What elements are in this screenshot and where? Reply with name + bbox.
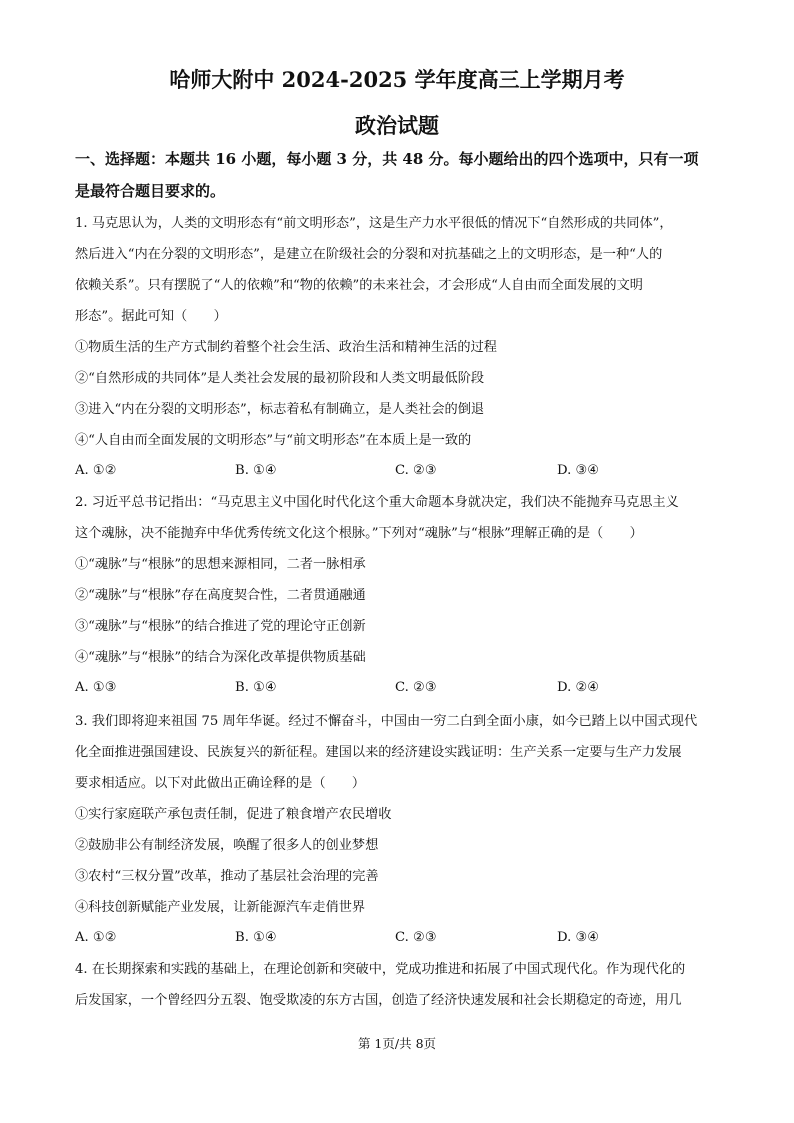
- q3-option-b[interactable]: B. ①④: [235, 930, 277, 945]
- q3-options: [75, 930, 725, 948]
- q2-option-b[interactable]: B. ①④: [235, 680, 277, 695]
- q1-options: [75, 463, 725, 481]
- q1-statement-3: ③进入“内在分裂的文明形态”，标志着私有制确立，是人类社会的倒退: [75, 402, 485, 417]
- q1-option-d[interactable]: D. ③④: [557, 463, 600, 478]
- section-heading-line-2: 是最符合题目要求的。: [75, 182, 226, 200]
- q3-statement-3: ③农村“三权分置”改革，推动了基层社会治理的完善: [75, 869, 379, 884]
- q2-statement-3: ③“魂脉”与“根脉”的结合推进了党的理论守正创新: [75, 619, 366, 634]
- q3-statement-4: ④科技创新赋能产业发展，让新能源汽车走俏世界: [75, 900, 366, 915]
- q3-stem-line-1: 3. 我们即将迎来祖国 75 周年华诞。经过不懈奋斗，中国由一穷二白到全面小康，如今已踏上以中国式现代: [75, 714, 698, 729]
- document-title: 哈师大附中 2024-2025 学年度高三上学期月考: [169, 67, 625, 92]
- q3-option-c[interactable]: C. ②③: [395, 930, 437, 945]
- q2-statement-4: ④“魂脉”与“根脉”的结合为深化改革提供物质基础: [75, 650, 366, 665]
- q1-statement-1: ①物质生活的生产方式制约着整个社会生活、政治生活和精神生活的过程: [75, 340, 497, 355]
- q2-stem-line-1: 2. 习近平总书记指出：“马克思主义中国化时代化这个重大命题本身就决定，我们决不能抛弃马克思主义: [75, 495, 679, 510]
- q4-stem-line-2: 后发国家，一个曾经四分五裂、饱受欺凌的东方古国，创造了经济快速发展和社会长期稳定的奇迹，用几: [75, 993, 682, 1008]
- q3-option-d[interactable]: D. ③④: [557, 930, 600, 945]
- q1-stem-line-3: 依赖关系”。只有摆脱了“人的依赖”和“物的依赖”的未来社会，才会形成“人自由而全面发展的文明: [75, 278, 643, 293]
- q1-stem-line-4: 形态”。据此可知（ ）: [75, 309, 227, 324]
- q1-stem-line-1: 1. 马克思认为，人类的文明形态有“前文明形态”，这是生产力水平很低的情况下“自然形成的共同体”，: [75, 216, 673, 231]
- q2-option-a[interactable]: A. ①③: [75, 680, 117, 695]
- q2-option-d[interactable]: D. ②④: [557, 680, 600, 695]
- q2-options: [75, 680, 725, 698]
- q3-option-a[interactable]: A. ①②: [75, 930, 117, 945]
- q2-statement-1: ①“魂脉”与“根脉”的思想来源相同，二者一脉相承: [75, 557, 366, 572]
- q3-stem-line-2: 化全面推进强国建设、民族复兴的新征程。建国以来的经济建设实践证明：生产关系一定要与生产力发展: [75, 745, 682, 760]
- q1-statement-4: ④“人自由而全面发展的文明形态”与“前文明形态”在本质上是一致的: [75, 433, 472, 448]
- q3-statement-1: ①实行家庭联产承包责任制，促进了粮食增产农民增收: [75, 807, 392, 822]
- q2-statement-2: ②“魂脉”与“根脉”存在高度契合性，二者贯通融通: [75, 588, 366, 603]
- section-heading-line-1: 一、选择题：本题共 16 小题，每小题 3 分，共 48 分。每小题给出的四个选项中，只有一项: [75, 150, 699, 168]
- page-number: 第 1页/共 8页: [357, 1036, 437, 1051]
- q1-option-b[interactable]: B. ①④: [235, 463, 277, 478]
- q1-option-a[interactable]: A. ①②: [75, 463, 117, 478]
- q4-stem-line-1: 4. 在长期探索和实践的基础上，在理论创新和突破中，党成功推进和拓展了中国式现代化。作为现代化的: [75, 962, 686, 977]
- q1-statement-2: ②“自然形成的共同体”是人类社会发展的最初阶段和人类文明最低阶段: [75, 371, 485, 386]
- document-subject: 政治试题: [355, 113, 439, 138]
- q2-stem-line-2: 这个魂脉，决不能抛弃中华优秀传统文化这个根脉。”下列对“魂脉”与“根脉”理解正确的是（ ）: [75, 526, 643, 541]
- q1-option-c[interactable]: C. ②③: [395, 463, 437, 478]
- q3-stem-line-3: 要求相适应。以下对此做出正确诠释的是（ ）: [75, 776, 366, 791]
- q2-option-c[interactable]: C. ②③: [395, 680, 437, 695]
- q3-statement-2: ②鼓励非公有制经济发展，唤醒了很多人的创业梦想: [75, 838, 379, 853]
- q1-stem-line-2: 然后进入“内在分裂的文明形态”，是建立在阶级社会的分裂和对抗基础之上的文明形态，是一种“人的: [75, 247, 663, 262]
